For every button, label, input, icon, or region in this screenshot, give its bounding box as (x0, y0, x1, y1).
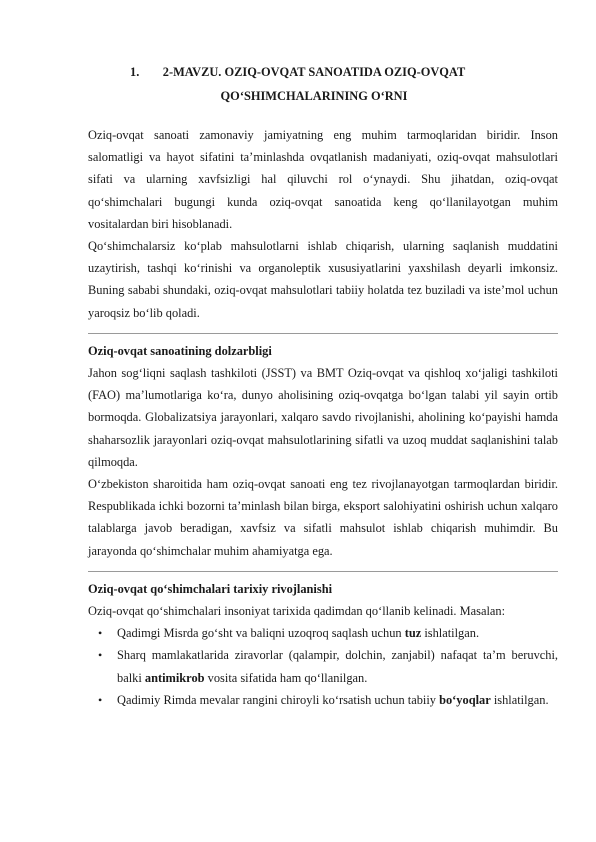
list-item: • Sharq mamlakatlarida ziravorlar (qalampir, dolchin, zanjabil) nafaqat ta’m beruvchi, balki antimikrob vosita sifatida ham qo‘llanilgan. (88, 644, 558, 688)
section1-title: Oziq-ovqat sanoatining dolzarbligi (88, 343, 272, 358)
bold-term: antimikrob (144, 670, 205, 685)
heading-line-2: QO‘SHIMCHALARINING O‘RNI (220, 89, 408, 103)
section-divider (88, 333, 558, 334)
bullet-icon: • (98, 692, 103, 707)
intro-paragraph-2: Qo‘shimchalarsiz ko‘plab mahsulotlarni ishlab chiqarish, ularning saqlanish muddatini uzaytirish, tashqi ko‘rinishi va organoleptik xususiyatlarini yaxshilash deyarli imkonsiz. Buning sababi shundaki, oziq-ovqat mahsulotlari tabiiy holatda tez buziladi va iste’mol uchun yaroqsiz bo‘lib qoladi. (88, 239, 558, 320)
section1-paragraph-2: O‘zbekiston sharoitida ham oziq-ovqat sanoati eng tez rivojlanayotgan tarmoqlardan biridir. Respublikada ichki bozorni ta’minlash bilan birga, eksport salohiyatini oshirish uchun xalqaro talablarga javob beradigan, xavfsiz va sifatli mahsulot ishlab chiqarish muhimdir. Bu jarayonda qo‘shimchalar muhim ahamiyatga ega. (88, 477, 558, 558)
section1-paragraph-1: Jahon sog‘liqni saqlash tashkiloti (JSST) va BMT Oziq-ovqat va qishloq xo‘jaligi tashkiloti (FAO) ma’lumotlariga ko‘ra, dunyo aholisining oziq-ovqatga bo‘lgan talabi yil sayin ortib bormoqda. Globalizatsiya jarayonlari, xalqaro savdo rivojlanishi, aholining ko‘payishi hamda shaharsozlik jarayonlari oziq-ovqat mahsulotlarining sifatli va uzoq muddat saqlanishini talab qilmoqda. (88, 366, 558, 469)
document-body (88, 124, 558, 711)
bold-term: tuz (404, 626, 422, 641)
heading-number: 1. (130, 65, 140, 79)
heading-line-1: 2-MAVZU. OZIQ-OVQAT SANOATIDA OZIQ-OVQAT (162, 65, 466, 79)
bullet-icon: • (98, 648, 103, 663)
section2-paragraph-1: Oziq-ovqat qo‘shimchalari insoniyat tarixida qadimdan qo‘llanib kelinadi. Masalan: (88, 604, 506, 619)
topic-heading (88, 60, 540, 108)
section-divider (88, 571, 558, 572)
intro-paragraph-1: Oziq-ovqat sanoati zamonaviy jamiyatning eng muhim tarmoqlaridan biridir. Inson salomatligi va hayot sifatini ta’minlashda ovqatlanish madaniyati, oziq-ovqat mahsulotlari sifati va ularning xavfsizligi hal qiluvchi rol o‘ynaydi. Shu jihatdan, oziq-ovqat qo‘shimchalari bugungi kunda oziq-ovqat sanoatida keng qo‘llanilayotgan muhim vositalardan biri hisoblanadi. (88, 128, 558, 231)
section2-title: Oziq-ovqat qo‘shimchalari tarixiy rivojlanishi (88, 581, 333, 596)
bold-term: bo‘yoqlar (439, 692, 491, 707)
list-item: • Qadimiy Rimda mevalar rangini chiroyli ko‘rsatish uchun tabiiy bo‘yoqlar ishlatilgan. (88, 689, 558, 711)
bullet-icon: • (98, 626, 103, 641)
history-bullet-list (88, 622, 558, 711)
list-item: • Qadimgi Misrda go‘sht va baliqni uzoqroq saqlash uchun tuz ishlatilgan. (88, 622, 558, 644)
